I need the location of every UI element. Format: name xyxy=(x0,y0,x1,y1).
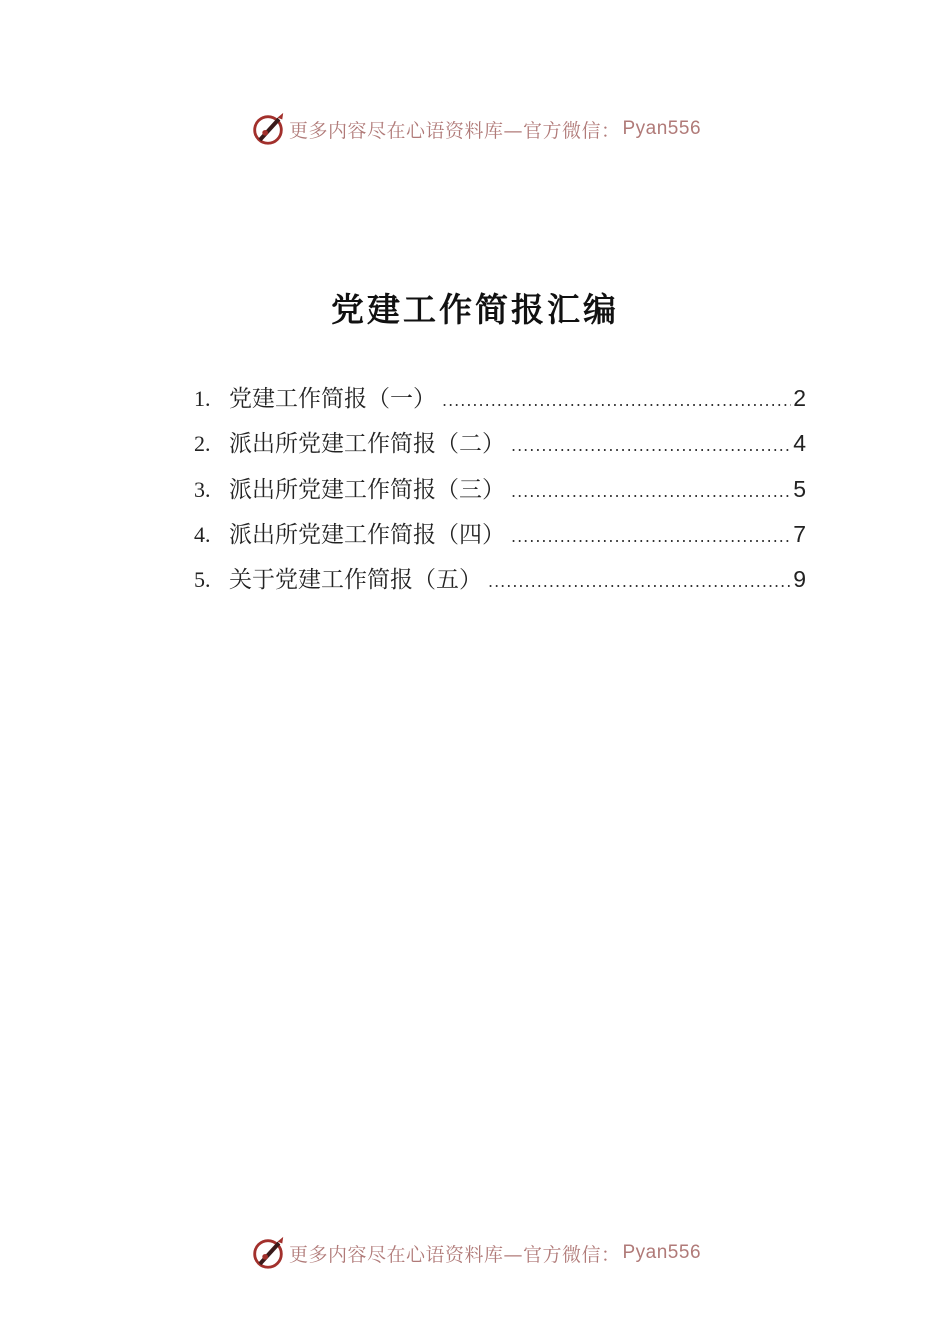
toc-entry-page: 2 xyxy=(793,385,806,411)
toc-entry-label: 派出所党建工作简报（二） xyxy=(229,431,505,458)
toc-entry-label: 党建工作简报（一） xyxy=(229,386,436,412)
toc-entry[interactable] xyxy=(194,380,806,425)
footer-watermark xyxy=(0,1234,950,1272)
watermark-text: 更多内容尽在心语资料库—官方微信： xyxy=(288,119,621,142)
watermark-text: 更多内容尽在心语资料库—官方微信： xyxy=(288,1243,621,1266)
toc-dot-leader xyxy=(511,436,791,455)
toc-entry-page: 9 xyxy=(793,566,806,593)
toc-entry[interactable] xyxy=(194,561,806,606)
toc-entry-number: 1. xyxy=(194,386,211,411)
toc-entry-number: 3. xyxy=(194,476,211,502)
toc-entry[interactable] xyxy=(194,471,806,516)
toc-entry[interactable] xyxy=(194,425,806,470)
pen-circle-logo-icon xyxy=(249,110,287,148)
toc-entry-number: 5. xyxy=(194,567,211,593)
toc-entry-label: 关于党建工作简报（五） xyxy=(229,567,482,594)
watermark-wechat-id: Pyan556 xyxy=(622,118,702,139)
pen-circle-logo-icon xyxy=(249,1234,287,1272)
watermark-wechat-id: Pyan556 xyxy=(622,1242,702,1263)
toc-dot-leader xyxy=(511,482,791,501)
toc-entry[interactable] xyxy=(194,516,806,561)
toc-entry-number: 2. xyxy=(194,431,211,457)
header-watermark xyxy=(0,110,950,148)
table-of-contents xyxy=(194,380,806,606)
toc-entry-page: 5 xyxy=(793,475,806,502)
toc-dot-leader xyxy=(511,527,791,546)
toc-dot-leader xyxy=(442,391,791,410)
document-title: 党建工作简报汇编 xyxy=(331,290,619,329)
toc-entry-page: 4 xyxy=(793,430,806,457)
toc-entry-number: 4. xyxy=(194,521,211,547)
toc-entry-page: 7 xyxy=(793,520,806,547)
toc-entry-label: 派出所党建工作简报（四） xyxy=(229,521,505,548)
toc-dot-leader xyxy=(488,572,791,591)
toc-entry-label: 派出所党建工作简报（三） xyxy=(229,476,505,503)
